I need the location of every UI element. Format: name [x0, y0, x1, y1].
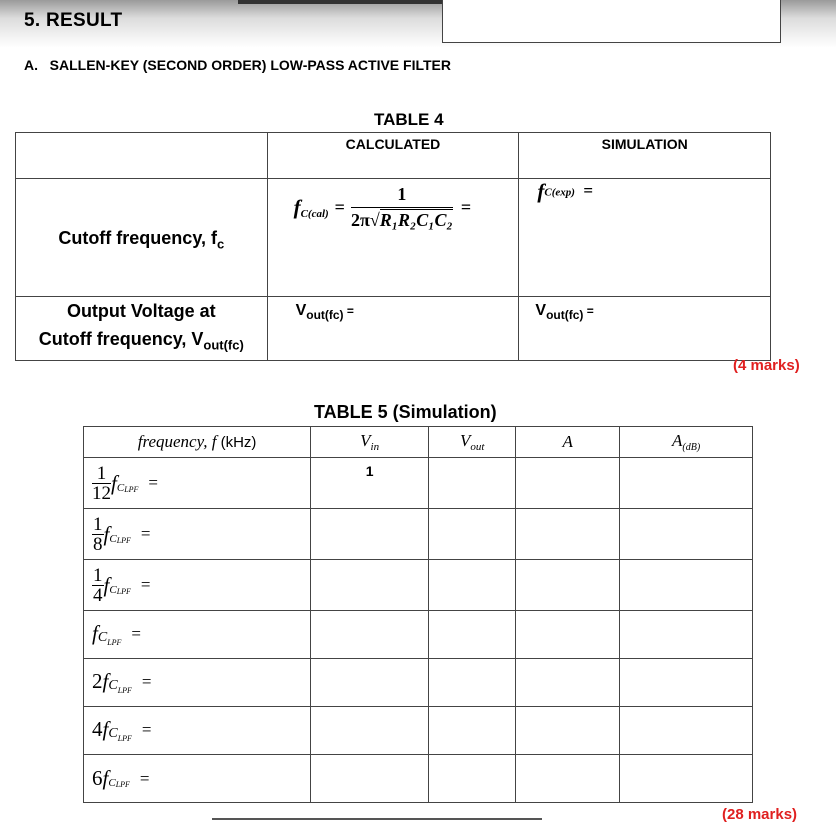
freq-cell-1-12: $\frac{1}{12}$ $f_{CLPF}$ =: [84, 458, 311, 509]
gain-cell[interactable]: [516, 611, 620, 659]
vin-cell[interactable]: [311, 755, 429, 803]
gain-db-cell[interactable]: [620, 611, 753, 659]
gain-cell[interactable]: [516, 755, 620, 803]
top-box: [442, 0, 781, 43]
freq-cell-2x: $2fC_{LPF}=$: [84, 659, 311, 707]
col-header-vin: $V_{in}$: [311, 427, 429, 458]
vout-cell[interactable]: [429, 458, 516, 509]
output-voltage-label: Output Voltage at Cutoff frequency, $V_{out(fc)}$: [16, 297, 268, 361]
gain-cell[interactable]: [516, 560, 620, 611]
gain-db-cell[interactable]: [620, 707, 753, 755]
table-row: [84, 509, 753, 560]
col-header-vout: $V_{out}$: [429, 427, 516, 458]
subsection-heading: A. SALLEN-KEY (SECOND ORDER) LOW-PASS ACTIVE FILTER: [24, 57, 451, 73]
table4-header-empty: [16, 133, 268, 179]
vout-cell[interactable]: [429, 560, 516, 611]
vin-cell[interactable]: [311, 659, 429, 707]
table4-header-simulation: SIMULATION: [519, 133, 771, 179]
gain-cell[interactable]: [516, 659, 620, 707]
vin-cell[interactable]: 1: [311, 458, 429, 509]
table4-header-calculated: CALCULATED: [267, 133, 519, 179]
gain-cell[interactable]: [516, 509, 620, 560]
freq-cell-6x: $6f_{CLPF}$ =: [84, 755, 311, 803]
table-row: [84, 458, 753, 509]
vout-cell[interactable]: [429, 509, 516, 560]
vout-cell[interactable]: [429, 755, 516, 803]
gain-cell[interactable]: [516, 707, 620, 755]
vin-cell[interactable]: [311, 560, 429, 611]
gain-db-cell[interactable]: [620, 755, 753, 803]
vout-cell[interactable]: [429, 611, 516, 659]
col-header-gain: A: [516, 427, 620, 458]
vout-cell[interactable]: [429, 659, 516, 707]
vin-cell[interactable]: [311, 509, 429, 560]
freq-cell-1-8: $\frac{1}{8}$ $f_{CLPF}$ =: [84, 509, 311, 560]
table4-caption: TABLE 4: [374, 110, 444, 129]
col-header-frequency: frequency, f (kHz): [84, 427, 311, 458]
bottom-rule: [212, 818, 542, 820]
vout-sim-cell[interactable]: $V_{out(fc)}$ =: [519, 297, 771, 361]
gain-db-cell[interactable]: [620, 560, 753, 611]
vout-cell[interactable]: [429, 707, 516, 755]
freq-cell-1x: $fC_{LPF}=$: [84, 611, 311, 659]
col-header-gain-db: $A_{(dB)}$: [620, 427, 753, 458]
table5-caption: TABLE 5 (Simulation): [314, 402, 497, 422]
vin-cell[interactable]: [311, 707, 429, 755]
freq-cell-4x: $4fC_{LPF}=$: [84, 707, 311, 755]
calc-formula-cell[interactable]: f C(cal) = $\frac{1}{\text{2π√R₁R₂C₁C₂}}$ =: [267, 179, 519, 297]
cutoff-frequency-label: Cutoff frequency, $f_c$: [16, 179, 268, 297]
vin-cell[interactable]: [311, 611, 429, 659]
gain-db-cell[interactable]: [620, 659, 753, 707]
table-row: [84, 611, 753, 659]
section-heading: 5. RESULT: [24, 10, 123, 31]
table5-marks: (28 marks): [722, 806, 798, 823]
freq-cell-1-4: $\frac{1}{4}$ $f_{CLPF}$ =: [84, 560, 311, 611]
table-row: [84, 755, 753, 803]
table5: [83, 426, 753, 803]
table4-marks: (4 marks): [733, 357, 800, 374]
gain-db-cell[interactable]: [620, 458, 753, 509]
table-row: [84, 659, 753, 707]
table4: [15, 132, 771, 361]
gain-db-cell[interactable]: [620, 509, 753, 560]
table-row: [84, 707, 753, 755]
vout-calc-cell[interactable]: $V_{out(fc)}$ =: [267, 297, 519, 361]
sim-formula-cell[interactable]: fC(exp) =: [519, 179, 771, 297]
gain-cell[interactable]: [516, 458, 620, 509]
table-row: [84, 560, 753, 611]
